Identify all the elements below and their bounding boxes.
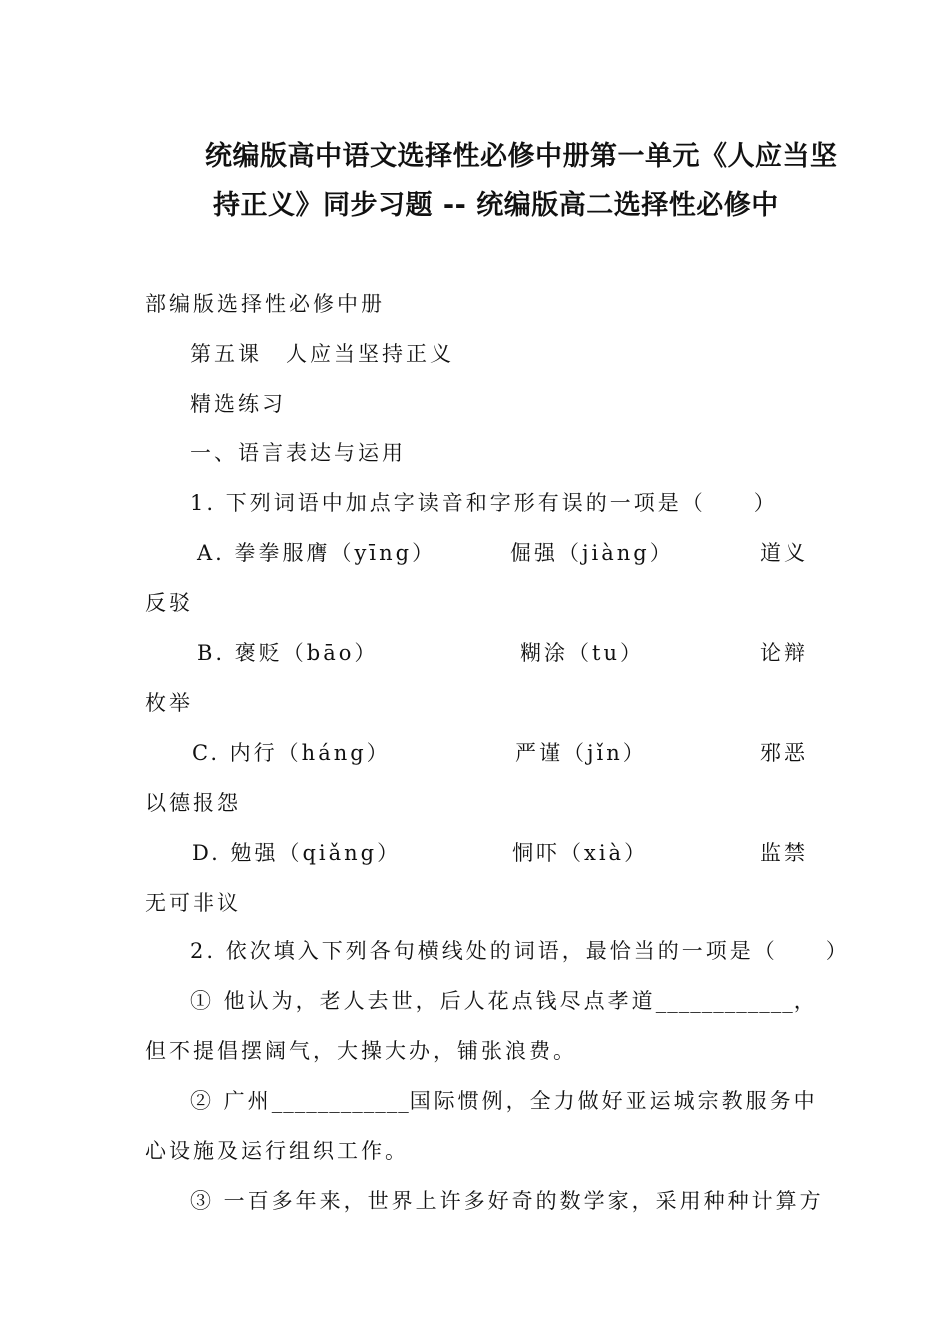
option-a-word-4: 反驳 xyxy=(145,591,193,615)
option-d-word-2: 恫吓（xià） xyxy=(512,841,649,865)
sentence-2-blank: ____________ xyxy=(271,1089,410,1113)
sentence-1-text: ① 他认为，老人去世，后人花点钱尽点孝道 xyxy=(190,989,656,1013)
part-heading: 一、语言表达与运用 xyxy=(190,441,406,465)
sentence-2-rest: 国际惯例，全力做好亚运城宗教服务中 xyxy=(409,1089,818,1113)
option-d-word-1: D. 勉强（qiǎng） xyxy=(192,841,402,865)
option-a-word-2: 倔强（jiàng） xyxy=(510,541,674,565)
sentence-1-line-1 xyxy=(190,985,818,1015)
sentence-3-line-1: ③ 一百多年来，世界上许多好奇的数学家，采用种种计算方 xyxy=(190,1189,824,1213)
document-title-line-1: 统编版高中语文选择性必修中册第一单元《人应当坚 xyxy=(205,141,838,172)
option-b-word-4: 枚举 xyxy=(145,691,193,715)
sentence-2-line-2: 心设施及运行组织工作。 xyxy=(145,1139,409,1163)
question-2-stem: 2. 依次填入下列各句横线处的词语，最恰当的一项是（ ） xyxy=(190,939,850,963)
option-b-word-3: 论辩 xyxy=(760,641,808,665)
option-c-word-2: 严谨（jǐn） xyxy=(515,741,647,765)
book-name: 部编版选择性必修中册 xyxy=(145,292,385,316)
lesson-title: 第五课 人应当坚持正义 xyxy=(190,342,454,366)
option-a-word-3: 道义 xyxy=(760,541,808,565)
sentence-1-line-2: 但不提倡摆阔气，大操大办，铺张浪费。 xyxy=(145,1039,577,1063)
option-c-word-1: C. 内行（háng） xyxy=(192,741,391,765)
option-b-word-2: 糊涂（tu） xyxy=(520,641,644,665)
option-a-word-1: A. 拳拳服膺（yīng） xyxy=(197,541,437,565)
sentence-1-blank: ____________ xyxy=(655,989,794,1013)
option-c-word-3: 邪恶 xyxy=(760,741,808,765)
section-title: 精选练习 xyxy=(190,392,286,416)
sentence-2-text: ② 广州 xyxy=(190,1089,272,1113)
sentence-2-line-1 xyxy=(190,1085,818,1115)
option-c-word-4: 以德报怨 xyxy=(145,791,241,815)
option-b-word-1: B. 褒贬（bāo） xyxy=(197,641,379,665)
option-d-word-4: 无可非议 xyxy=(145,891,241,915)
option-d-word-3: 监禁 xyxy=(760,841,808,865)
sentence-1-comma: ， xyxy=(793,989,818,1013)
document-title-line-2: 持正义》同步习题 -- 统编版高二选择性必修中 xyxy=(213,190,779,221)
question-1-stem: 1. 下列词语中加点字读音和字形有误的一项是（ ） xyxy=(190,491,778,515)
